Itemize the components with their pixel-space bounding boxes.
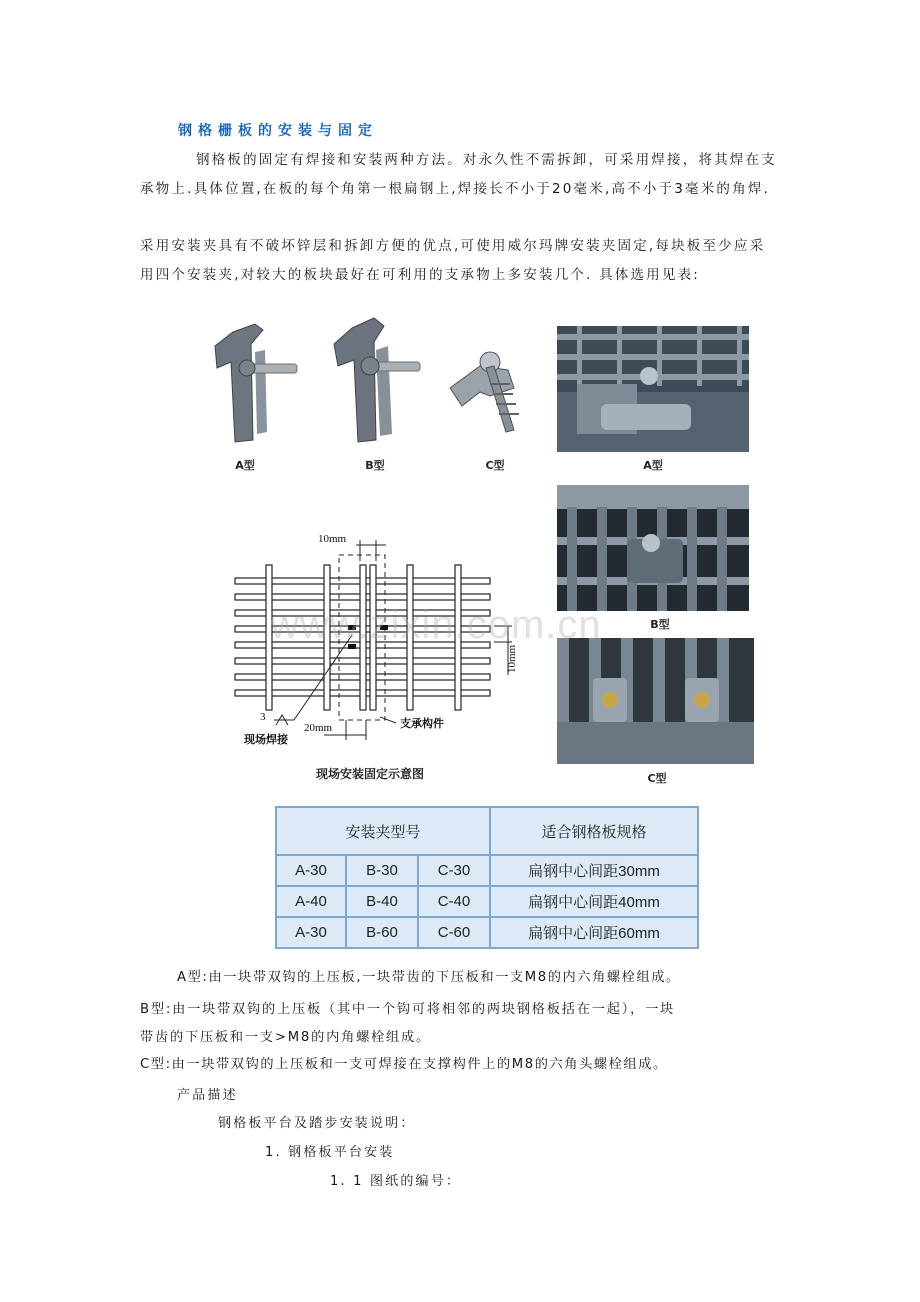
table-row [276,917,698,948]
photo-c-caption: C型 [647,772,667,785]
clip-a-caption: A型 [235,459,255,472]
diagram-caption: 现场安装固定示意图 [315,767,424,781]
table-header-model: 安装夹型号 [276,807,490,855]
type-b-description-line1: B型:由一块带双钩的上压板（其中一个钩可将相邻的两块钢格板括在一起），一块 [140,1002,676,1017]
diagram-weld-size: 3 [260,711,266,723]
table-cell: C-40 [418,886,490,917]
table-cell: 扁钢中心间距60mm [490,917,698,948]
photo-b-caption: B型 [650,618,670,631]
product-heading: 产品描述 [177,1088,238,1103]
installation-photo-c [557,638,754,764]
intro-paragraph-welding: 钢格板的固定有焊接和安装两种方法。对永久性不需拆卸，可采用焊接，将其焊在支承物上.具体位置,在板的每个角第一根扁钢上,焊接长不小于20毫米,高不小于3毫米的角焊. [140,152,777,197]
installation-photo-a [557,326,749,452]
clip-c-caption: C型 [485,459,505,472]
photo-a-caption: A型 [643,459,663,472]
table-cell: A-30 [276,917,346,948]
table-cell: A-40 [276,886,346,917]
clip-spec-table [275,806,699,949]
table-cell: B-40 [346,886,418,917]
type-c-description: C型:由一块带双钩的上压板和一支可焊接在支撑构件上的M8的六角头螺栓组成。 [140,1057,668,1072]
section-1-1-heading: 1. 1 图纸的编号： [330,1174,462,1189]
type-b-description-line2: 带齿的下压板和一支>M8的内角螺栓组成。 [140,1030,432,1045]
diagram-dim-bottom: 20mm [304,722,333,734]
table-cell: C-30 [418,855,490,886]
table-cell: 扁钢中心间距40mm [490,886,698,917]
watermark: www.zixin.com.cn [270,603,602,647]
clip-b-caption: B型 [365,459,385,472]
clip-c-image [440,348,530,448]
diagram-dim-right: 10mm [506,644,518,673]
table-header-row [276,807,698,855]
diagram-support-label: 支承构件 [400,717,444,730]
clip-b-image [322,316,422,446]
table-cell: A-30 [276,855,346,886]
install-subheading: 钢格板平台及踏步安装说明： [218,1116,416,1131]
diagram-weld-label: 现场焊接 [244,733,288,746]
table-header-spec: 适合钢格板规格 [490,807,698,855]
installation-photo-b [557,485,749,611]
table-cell: C-60 [418,917,490,948]
table-cell: B-60 [346,917,418,948]
clip-a-image [205,322,300,447]
table-cell: 扁钢中心间距30mm [490,855,698,886]
intro-paragraph-clips: 采用安装夹具有不破坏锌层和拆卸方便的优点,可使用威尔玛牌安装夹固定,每块板至少应采用四个安装夹,对较大的板块最好在可利用的支承物上多安装几个. 具体选用见表: [140,238,766,283]
table-row [276,886,698,917]
diagram-dim-top: 10mm [318,533,347,545]
type-a-description: A型:由一块带双钩的上压板,一块带齿的下压板和一支M8的内六角螺栓组成。 [177,970,681,985]
table-cell: B-30 [346,855,418,886]
section-1-heading: 1. 钢格板平台安装 [265,1145,395,1160]
table-row [276,855,698,886]
doc-title: 钢格栅板的安装与固定 [178,123,378,139]
